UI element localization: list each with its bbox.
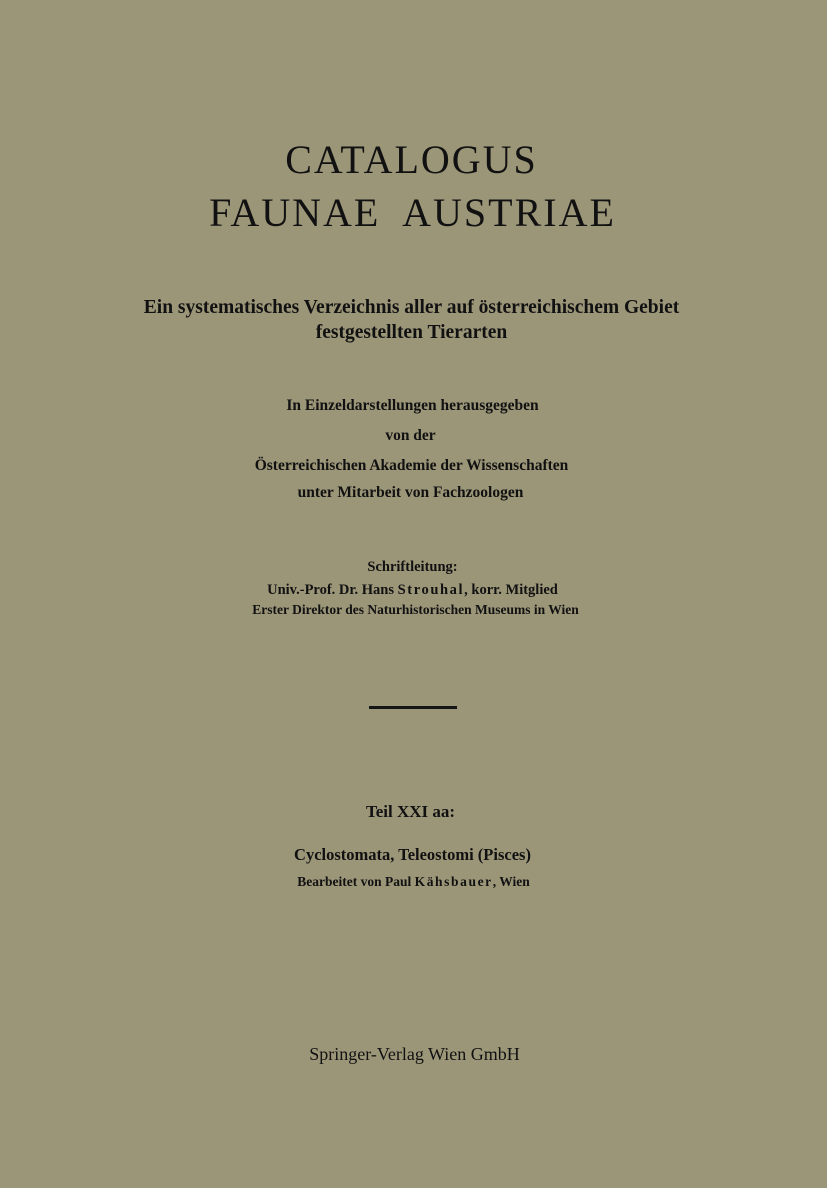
subtitle-line-1: Ein systematisches Verzeichnis aller auf österreichischem Gebiet: [143, 297, 680, 318]
editor-role: Erster Direktor des Naturhistorischen Museums in Wien: [252, 602, 579, 617]
editor-heading: Schriftleitung:: [367, 559, 458, 575]
editor-name-line: [0, 580, 826, 600]
publication-line-4: unter Mitarbeit von Fachzoologen: [297, 484, 524, 501]
publication-line-1: In Einzeldarstellungen herausgegeben: [286, 397, 539, 414]
title-line-1: CATALOGUS: [285, 137, 538, 182]
author-name: Kähsbauer: [414, 874, 493, 889]
title-line-2: FAUNAE AUSTRIAE: [209, 190, 616, 235]
author-line: [0, 872, 827, 892]
author-prefix: Bearbeitet von Paul: [297, 874, 415, 889]
publication-line-2: von der: [385, 427, 436, 444]
divider-rule: [369, 706, 457, 709]
subtitle-line-2: festgestellten Tierarten: [315, 322, 508, 343]
editor-suffix: , korr. Mitglied: [464, 582, 558, 598]
publisher: Springer-Verlag Wien GmbH: [309, 1044, 520, 1064]
author-suffix: , Wien: [492, 874, 530, 889]
editor-name: Strouhal: [397, 582, 465, 598]
publication-line-3: Österreichischen Akademie der Wissenschaften: [254, 457, 569, 474]
part-group: Cyclostomata, Teleostomi (Pisces): [294, 845, 531, 864]
editor-prefix: Univ.-Prof. Dr. Hans: [267, 582, 398, 598]
part-label: Teil XXI aa:: [365, 802, 456, 821]
